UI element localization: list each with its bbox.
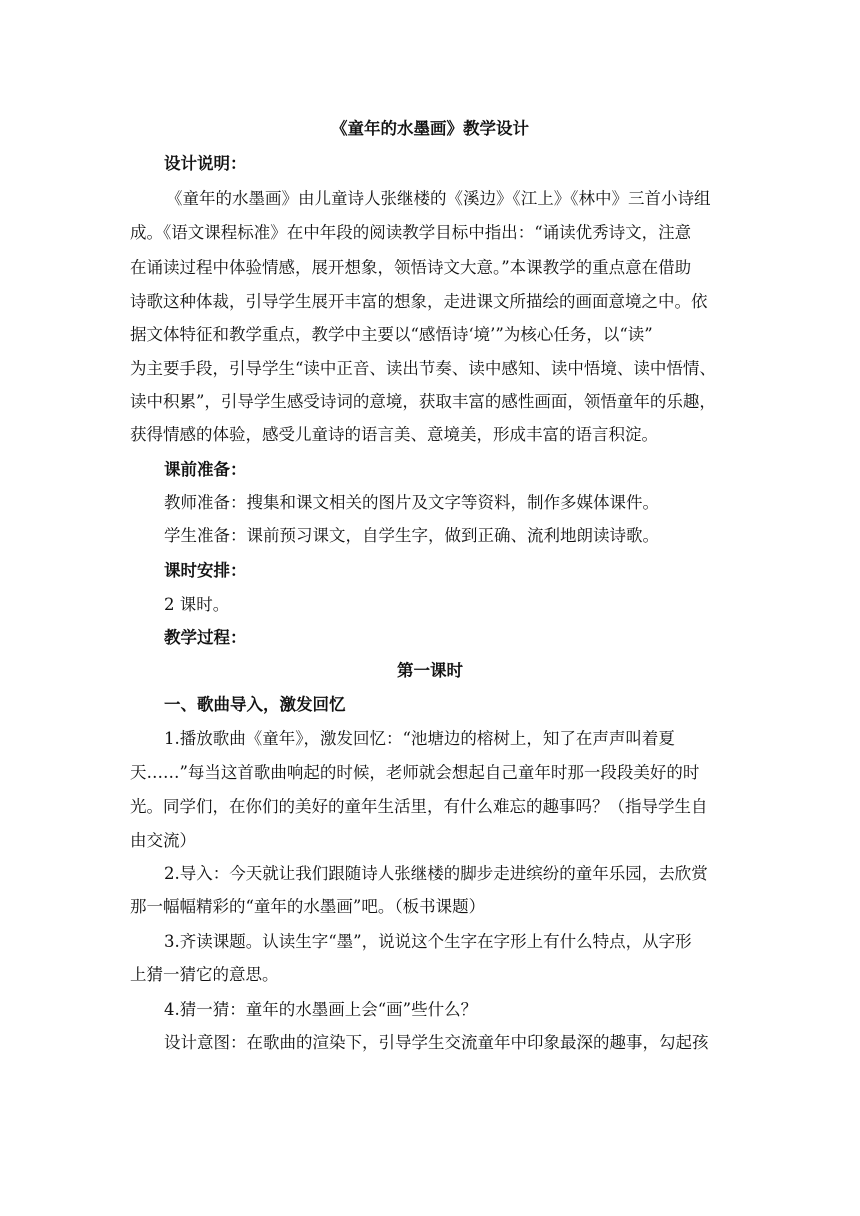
item-line: 1.播放歌曲《童年》，激发回忆：“池塘边的榕树上，知了在声声叫着夏 [164,729,675,748]
design-note-line: 获得情感的体验，感受儿童诗的语言美、意境美，形成丰富的语言积淀。 [130,425,658,444]
design-note-line: 在诵读过程中体验情感，展开想象，领悟诗文大意。”本课教学的重点意在借助 [130,258,692,277]
design-note-heading: 设计说明： [164,154,247,173]
design-note-line: 诗歌这种体裁，引导学生展开丰富的想象，走进课文所描绘的画面意境之中。依 [130,292,708,311]
item-line: 3.齐读课题。认读生字“墨”，说说这个生字在字形上有什么特点，从字形 [164,932,692,951]
design-note-line: 为主要手段，引导学生“读中正音、读出节奏、读中感知、读中悟境、读中悟情、 [130,359,716,378]
design-note-line: 《童年的水墨画》由儿童诗人张继楼的《溪边》《江上》《林中》三首小诗组 [166,189,711,208]
item-line: 光。同学们，在你们的美好的童年生活里，有什么难忘的趣事吗？（指导学生自 [130,797,708,816]
item-line: 4.猜一猜：童年的水墨画上会“画”些什么？ [164,1000,478,1019]
process-heading: 教学过程： [164,628,247,647]
design-note-line: 读中积累”，引导学生感受诗词的意境，获取丰富的感性画面，领悟童年的乐趣， [130,392,716,411]
item-line: 天……”每当这首歌曲响起的时候，老师就会想起自己童年时那一段段美好的时 [130,763,700,782]
lesson-title: 第一课时 [397,661,463,680]
student-preparation: 学生准备：课前预习课文，自学生字，做到正确、流利地朗读诗歌。 [164,526,659,545]
item-line: 那一幅幅精彩的“童年的水墨画”吧。（板书课题） [130,897,486,916]
schedule-value: 2 课时。 [164,595,230,614]
section-title: 一、歌曲导入，激发回忆 [164,695,346,714]
document-title: 《童年的水墨画》教学设计 [331,119,529,138]
schedule-heading: 课时安排： [164,561,247,580]
item-line: 2.导入：今天就让我们跟随诗人张继楼的脚步走进缤纷的童年乐园，去欣赏 [164,864,708,883]
design-note-line: 据文体特征和教学重点，教学中主要以“感悟诗‘境’”为核心任务，以“读” [130,325,653,344]
teacher-preparation: 教师准备：搜集和课文相关的图片及文字等资料，制作多媒体课件。 [164,493,659,512]
item-line: 上猜一猜它的意思。 [130,965,279,984]
design-note-line: 成。《语文课程标准》在中年段的阅读教学目标中指出：“诵读优秀诗文，注意 [130,223,692,242]
preparation-heading: 课前准备： [164,460,247,479]
item-line: 由交流） [130,831,196,850]
design-intent: 设计意图：在歌曲的渲染下，引导学生交流童年中印象最深的趣事，勾起孩 [164,1033,709,1052]
